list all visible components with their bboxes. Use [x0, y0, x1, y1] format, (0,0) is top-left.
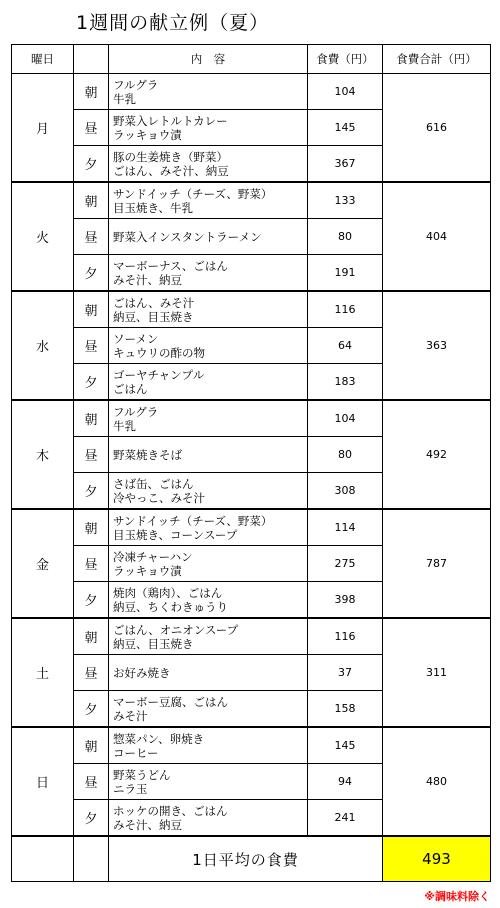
meal-content	[109, 328, 308, 364]
meal-slot: 昼	[74, 764, 109, 800]
meal-cost: 191	[308, 255, 383, 292]
meal-content-line: 焼肉（鶏肉）、ごはん	[113, 585, 223, 600]
meal-content-line: 冷やっこ、みそ汁	[113, 490, 205, 505]
meal-content-line: 野菜入レトルトカレー	[113, 113, 228, 128]
meal-content	[109, 546, 308, 582]
meal-slot: 夕	[74, 146, 109, 183]
average-spacer-slot	[74, 836, 109, 882]
meal-content-line: みそ汁、納豆	[113, 817, 182, 832]
meal-content-line: 納豆、ちくわきゅうり	[113, 599, 228, 614]
meal-content-line: 野菜うどん	[113, 767, 171, 782]
meal-content-line: コーヒー	[113, 745, 159, 760]
meal-cost: 116	[308, 618, 383, 655]
meal-content	[109, 219, 308, 255]
meal-content-line: ホッケの開き、ごはん	[113, 803, 228, 818]
meal-slot: 朝	[74, 182, 109, 219]
meal-content-line: ごはん、みそ汁	[113, 295, 195, 310]
day-total: 616	[383, 74, 491, 183]
meal-content-line: フルグラ	[113, 77, 159, 92]
day-total: 363	[383, 291, 491, 400]
meal-content	[109, 255, 308, 292]
meal-content-line: サンドイッチ（チーズ、野菜）	[113, 513, 273, 528]
meal-content-line: 豚の生姜焼き（野菜）	[113, 149, 228, 164]
meal-content-line: 惣菜パン、卵焼き	[113, 731, 205, 746]
meal-content-line: 野菜入インスタントラーメン	[113, 229, 262, 244]
meal-content-line: 牛乳	[113, 91, 136, 106]
meal-cost: 133	[308, 182, 383, 219]
average-label: 1日平均の食費	[109, 836, 383, 882]
meal-content	[109, 473, 308, 510]
header-cost: 食費（円）	[308, 45, 383, 74]
meal-cost: 145	[308, 110, 383, 146]
meal-slot: 夕	[74, 255, 109, 292]
day-total: 404	[383, 182, 491, 291]
seasoning-note: ※調味料除く	[424, 890, 490, 903]
meal-content-line: フルグラ	[113, 404, 159, 419]
meal-content-line: ニラ玉	[113, 781, 148, 796]
meal-content	[109, 764, 308, 800]
meal-content	[109, 800, 308, 837]
menu-body	[12, 74, 491, 837]
day-total: 492	[383, 400, 491, 509]
average-spacer-day	[12, 836, 74, 882]
meal-content-line: 納豆、目玉焼き	[113, 309, 194, 324]
average-value: 493	[383, 836, 491, 882]
meal-content-line: さば缶、ごはん	[113, 476, 194, 491]
meal-content-line: ごはん	[113, 381, 148, 396]
header-content: 内 容	[109, 45, 308, 74]
meal-slot: 昼	[74, 437, 109, 473]
header-slot	[74, 45, 109, 74]
meal-slot: 夕	[74, 473, 109, 510]
header-total: 食費合計（円）	[383, 45, 491, 74]
meal-content-line: お好み焼き	[113, 665, 171, 680]
meal-cost: 104	[308, 400, 383, 437]
meal-content-line: 納豆、目玉焼き	[113, 636, 194, 651]
meal-content-line: 目玉焼き、コーンスープ	[113, 527, 238, 542]
day-cell: 金	[12, 509, 74, 618]
meal-cost: 64	[308, 328, 383, 364]
meal-content-line: みそ汁	[113, 708, 148, 723]
meal-row	[12, 727, 491, 764]
page-title: 1週間の献立例（夏）	[76, 12, 270, 34]
meal-row	[12, 291, 491, 328]
meal-content-line: 野菜焼きそば	[113, 447, 182, 462]
weekly-menu-table	[11, 44, 491, 882]
meal-content	[109, 74, 308, 110]
meal-row	[12, 74, 491, 110]
meal-row	[12, 618, 491, 655]
meal-content-line: ラッキョウ漬	[113, 127, 182, 142]
meal-cost: 94	[308, 764, 383, 800]
meal-slot: 朝	[74, 291, 109, 328]
meal-content	[109, 291, 308, 328]
meal-content-line: キュウリの酢の物	[113, 345, 205, 360]
meal-content-line: ソーメン	[113, 331, 159, 346]
day-total: 480	[383, 727, 491, 836]
meal-content	[109, 110, 308, 146]
meal-content-line: 冷凍チャーハン	[113, 549, 193, 564]
meal-row	[12, 509, 491, 546]
day-cell: 土	[12, 618, 74, 727]
meal-slot: 朝	[74, 400, 109, 437]
meal-slot: 夕	[74, 582, 109, 619]
day-cell: 日	[12, 727, 74, 836]
meal-slot: 朝	[74, 509, 109, 546]
meal-content	[109, 655, 308, 691]
header-day: 曜日	[12, 45, 74, 74]
meal-cost: 398	[308, 582, 383, 619]
meal-content	[109, 182, 308, 219]
day-total: 311	[383, 618, 491, 727]
meal-content-line: サンドイッチ（チーズ、野菜）	[113, 186, 273, 201]
meal-cost: 275	[308, 546, 383, 582]
day-cell: 火	[12, 182, 74, 291]
meal-content	[109, 364, 308, 401]
meal-slot: 昼	[74, 219, 109, 255]
header-row	[12, 45, 491, 74]
meal-content-line: みそ汁、納豆	[113, 272, 182, 287]
meal-cost: 80	[308, 219, 383, 255]
meal-row	[12, 400, 491, 437]
meal-content	[109, 509, 308, 546]
average-row	[12, 836, 491, 882]
day-cell: 水	[12, 291, 74, 400]
meal-cost: 308	[308, 473, 383, 510]
day-cell: 月	[12, 74, 74, 183]
meal-cost: 183	[308, 364, 383, 401]
meal-cost: 158	[308, 691, 383, 728]
meal-slot: 昼	[74, 110, 109, 146]
meal-content-line: ゴーヤチャンプル	[113, 367, 205, 382]
meal-slot: 夕	[74, 364, 109, 401]
meal-content	[109, 437, 308, 473]
meal-slot: 夕	[74, 691, 109, 728]
meal-content	[109, 582, 308, 619]
meal-cost: 80	[308, 437, 383, 473]
day-cell: 木	[12, 400, 74, 509]
meal-slot: 朝	[74, 727, 109, 764]
meal-slot: 朝	[74, 74, 109, 110]
meal-cost: 114	[308, 509, 383, 546]
meal-content-line: マーボー豆腐、ごはん	[113, 694, 228, 709]
meal-slot: 昼	[74, 655, 109, 691]
meal-row	[12, 182, 491, 219]
meal-cost: 37	[308, 655, 383, 691]
meal-content-line: ごはん、みそ汁、納豆	[113, 163, 229, 178]
meal-content-line: ラッキョウ漬	[113, 563, 182, 578]
meal-content	[109, 146, 308, 183]
meal-content	[109, 400, 308, 437]
meal-content	[109, 691, 308, 728]
meal-content	[109, 618, 308, 655]
meal-cost: 145	[308, 727, 383, 764]
meal-slot: 朝	[74, 618, 109, 655]
meal-content-line: ごはん、オニオンスープ	[113, 622, 239, 637]
meal-content	[109, 727, 308, 764]
meal-cost: 241	[308, 800, 383, 837]
meal-slot: 昼	[74, 546, 109, 582]
meal-slot: 昼	[74, 328, 109, 364]
meal-content-line: 牛乳	[113, 418, 136, 433]
meal-cost: 367	[308, 146, 383, 183]
meal-slot: 夕	[74, 800, 109, 837]
meal-content-line: 目玉焼き、牛乳	[113, 200, 194, 215]
meal-content-line: マーボーナス、ごはん	[113, 258, 228, 273]
day-total: 787	[383, 509, 491, 618]
meal-cost: 104	[308, 74, 383, 110]
meal-cost: 116	[308, 291, 383, 328]
